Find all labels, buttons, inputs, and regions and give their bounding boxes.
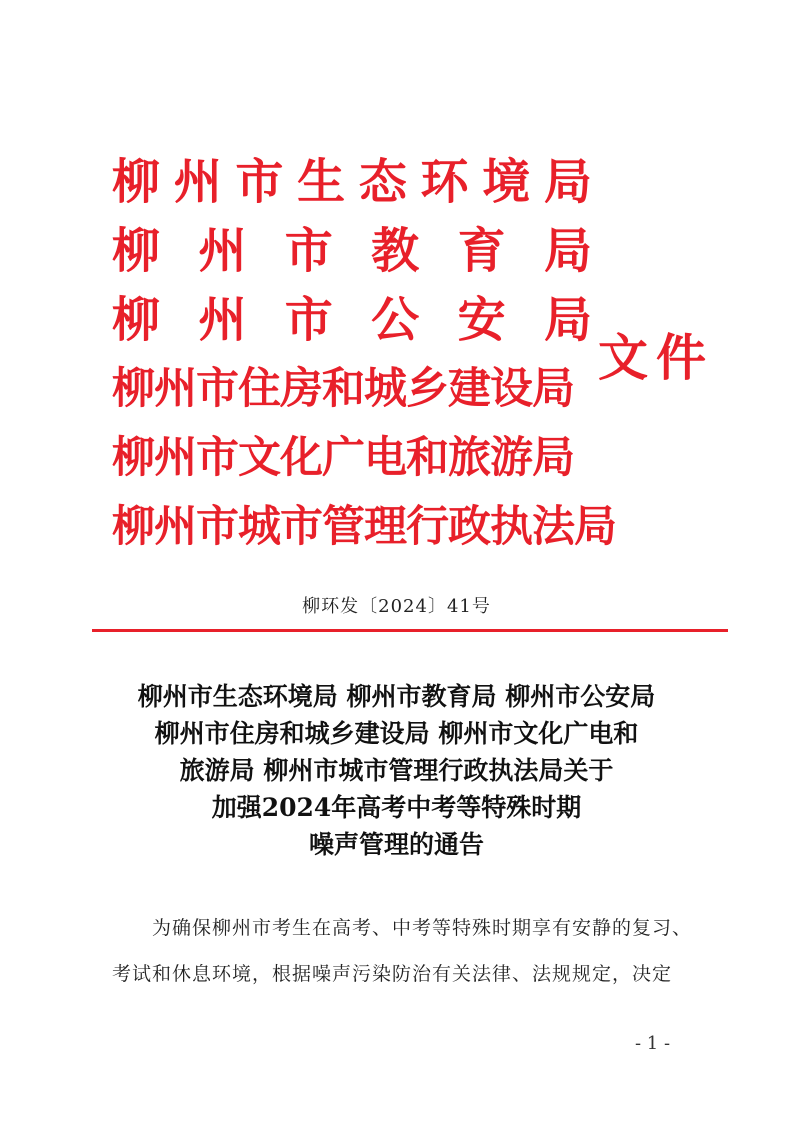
red-divider-line: [92, 629, 728, 632]
issuer-name: [112, 286, 592, 355]
body-paragraph: [112, 905, 724, 997]
issuer-char: 市: [284, 292, 333, 348]
issuer-list: [112, 148, 616, 562]
issuer-char: 柳: [112, 292, 161, 348]
issuer-char: 境: [482, 154, 531, 210]
title-line: 柳州市住房和城乡建设局 柳州市文化广电和: [154, 719, 639, 748]
document-number: 柳环发〔2024〕41号: [302, 596, 491, 617]
issuer-char: 育: [457, 223, 506, 279]
title-line: 噪声管理的通告: [308, 830, 484, 859]
issuer-name: 柳州市文化广电和旅游局: [112, 433, 574, 483]
notice-title: [70, 678, 723, 863]
page-number: - 1 -: [635, 1033, 671, 1054]
issuer-name: [112, 217, 592, 286]
issuer-char: 生: [297, 154, 346, 210]
title-line: 加强2024年高考中考等特殊时期: [211, 793, 582, 822]
issuer-char: 公: [371, 292, 420, 348]
issuer-char: 柳: [112, 223, 161, 279]
issuer-char: 市: [284, 223, 333, 279]
issuer-name: 柳州市住房和城乡建设局: [112, 364, 574, 414]
title-line: 柳州市生态环境局 柳州市教育局 柳州市公安局: [137, 682, 656, 711]
issuer-char: 态: [358, 154, 407, 210]
issuer-char: 环: [420, 154, 469, 210]
issuer-char: 州: [173, 154, 222, 210]
issuer-name: 柳州市城市管理行政执法局: [112, 502, 616, 552]
issuer-char: 州: [198, 292, 247, 348]
issuer-char: 州: [198, 223, 247, 279]
issuer-name: [112, 148, 592, 217]
body-line: 考试和休息环境，根据噪声污染防治有关法律、法规规定，决定: [112, 963, 673, 985]
document-type-label: 文件: [598, 329, 714, 387]
title-line: 旅游局 柳州市城市管理行政执法局关于: [179, 756, 614, 785]
issuer-char: 柳: [112, 154, 161, 210]
issuer-char: 局: [543, 223, 592, 279]
issuer-char: 市: [235, 154, 284, 210]
issuer-char: 安: [457, 292, 506, 348]
issuer-char: 局: [543, 154, 592, 210]
issuer-char: 局: [543, 292, 592, 348]
issuer-char: 教: [371, 223, 420, 279]
body-line: 为确保柳州市考生在高考、中考等特殊时期享有安静的复习、: [152, 917, 693, 939]
